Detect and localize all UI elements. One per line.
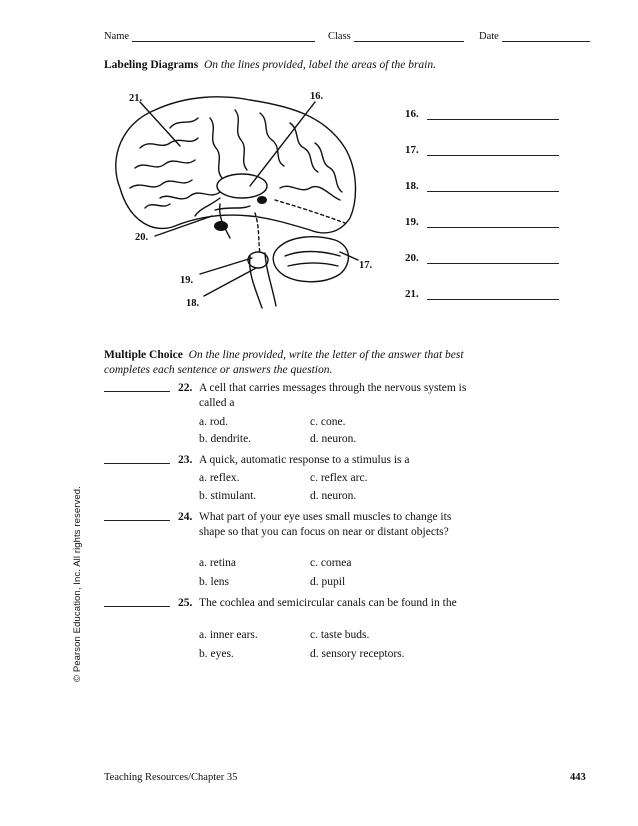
option-24-a: a. retina — [199, 557, 237, 569]
answer-line-19[interactable] — [405, 214, 559, 228]
diagram-label-18: 18. — [186, 298, 200, 309]
name-field[interactable] — [104, 30, 315, 42]
option-25-a: a. inner ears. — [199, 629, 258, 641]
labeling-instructions: On the lines provided, label the areas of the brain. — [204, 59, 436, 71]
question-24 — [104, 510, 474, 554]
diagram-label-17: 17. — [359, 260, 373, 271]
page-number: 443 — [570, 772, 586, 783]
diagram-label-16: 16. — [310, 91, 324, 102]
cerebrum-outline — [116, 97, 356, 233]
diagram-label-21: 21. — [129, 93, 143, 104]
answer-blank-25[interactable] — [104, 606, 170, 607]
header-fields — [104, 30, 594, 44]
answer-number: 21. — [405, 288, 419, 300]
answer-blank-24[interactable] — [104, 520, 170, 521]
answer-line-17[interactable] — [405, 142, 559, 156]
option-22-a: a. rod. — [199, 416, 229, 428]
option-23-a: a. reflex. — [199, 472, 240, 484]
question-stem: A cell that carries messages through the nervous system is called a — [199, 382, 467, 409]
option-23-c: c. reflex arc. — [310, 472, 368, 484]
option-22-b: b. dendrite. — [199, 433, 252, 445]
option-22-d: d. neuron. — [310, 433, 357, 445]
diagram-label-20: 20. — [135, 232, 149, 243]
answer-line-20[interactable] — [405, 250, 559, 264]
question-23 — [104, 453, 474, 469]
option-23-b: b. stimulant. — [199, 490, 257, 502]
answer-blank[interactable] — [427, 289, 559, 300]
question-number: 22. — [178, 382, 193, 394]
labeling-title — [104, 58, 436, 73]
answer-number: 19. — [405, 216, 419, 228]
answer-line-16[interactable] — [405, 106, 559, 120]
question-number: 24. — [178, 511, 193, 523]
answer-number: 17. — [405, 144, 419, 156]
answer-line-21[interactable] — [405, 286, 559, 300]
multiple-choice-instructions-1: On the line provided, write the letter of the answer that best — [188, 349, 464, 361]
option-24-d: d. pupil — [310, 576, 346, 588]
answer-blank-22[interactable] — [104, 391, 170, 392]
question-stem: What part of your eye uses small muscles to change its shape so that you can focus on near or distant objects? — [199, 511, 452, 538]
class-line[interactable] — [354, 30, 464, 42]
option-23-d: d. neuron. — [310, 490, 357, 502]
footer-source: Teaching Resources/Chapter 35 — [104, 772, 238, 783]
option-25-b: b. eyes. — [199, 648, 234, 660]
name-label: Name — [104, 31, 130, 42]
date-field[interactable] — [479, 30, 590, 42]
answer-blank[interactable] — [427, 145, 559, 156]
question-number: 25. — [178, 597, 193, 609]
answer-number: 20. — [405, 252, 419, 264]
brain-diagram — [100, 88, 400, 318]
cerebellum-outline — [273, 237, 348, 282]
option-25-c: c. taste buds. — [310, 629, 370, 641]
name-line[interactable] — [132, 30, 315, 42]
question-25 — [104, 596, 474, 626]
answer-blank[interactable] — [427, 181, 559, 192]
option-24-c: c. cornea — [310, 557, 352, 569]
answer-blank[interactable] — [427, 109, 559, 120]
answer-number: 16. — [405, 108, 419, 120]
diagram-label-19: 19. — [180, 275, 194, 286]
answer-line-18[interactable] — [405, 178, 559, 192]
option-25-d: d. sensory receptors. — [310, 648, 405, 660]
option-24-b: b. lens — [199, 576, 230, 588]
option-22-c: c. cone. — [310, 416, 346, 428]
multiple-choice-title — [104, 348, 524, 378]
multiple-choice-heading: Multiple Choice — [104, 349, 183, 361]
labeling-heading: Labeling Diagrams — [104, 59, 199, 71]
class-field[interactable] — [328, 30, 464, 42]
answer-blank-23[interactable] — [104, 463, 170, 464]
copyright-notice: © Pearson Education, Inc. All rights reserved. — [72, 486, 83, 682]
question-stem: A quick, automatic response to a stimulus is a — [199, 454, 410, 466]
question-22 — [104, 381, 474, 411]
multiple-choice-instructions-2: completes each sentence or answers the question. — [104, 364, 333, 376]
class-label: Class — [328, 31, 351, 42]
question-number: 23. — [178, 454, 193, 466]
date-label: Date — [479, 31, 499, 42]
question-stem: The cochlea and semicircular canals can be found in the — [199, 597, 457, 609]
answer-blank[interactable] — [427, 253, 559, 264]
answer-number: 18. — [405, 180, 419, 192]
date-line[interactable] — [502, 30, 590, 42]
answer-blank[interactable] — [427, 217, 559, 228]
